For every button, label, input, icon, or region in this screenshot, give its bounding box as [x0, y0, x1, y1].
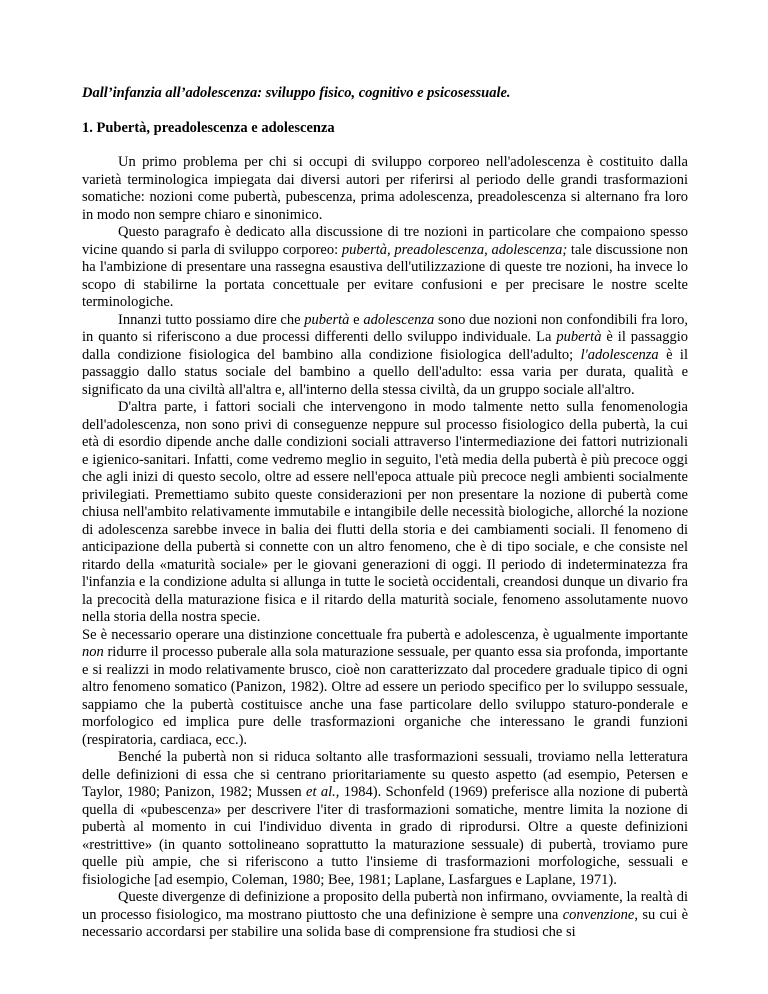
paragraph-4: D'altra parte, i fattori sociali che intervengono in modo talmente netto sulla fenomenologia dell'adolescenza, non sono privi di conseguenze neppure sul processo fisiologico della pubertà, la cui età di esordio dipende anche dalle condizioni sociali attraverso l'intermediazione dei fattori nutrizionali e igienico-sanitari. Infatti, come vedremo meglio in seguito, l'età media della pubertà è più precoce oggi che agli inizi di questo secolo, oltre ad essere nell'epoca attuale più precoce negli ambienti socialmente privilegiati. Premettiamo subito queste considerazioni per non presentare la nozione di pubertà come chiusa nell'ambito relativamente immutabile e intangibile delle necessità biologiche, allorché la nozione di adolescenza sarebbe invece in balia dei flutti della storia e dei cambiamenti sociali. Il fenomeno di anticipazione della pubertà si connette con un altro fenomeno, che è di tipo sociale, e che consiste nel ritardo della «maturità sociale» per le giovani generazioni di oggi. Il periodo di indeterminatezza fra l'infanzia e la condizione adulta si allunga in tutte le società occidentali, creandosi dunque un divario fra la precocità della maturazione fisica e il ritardo della maturità sociale, fenomeno assolutamente nuovo nella storia della nostra specie. [82, 399, 688, 625]
paragraph-3-text-b: e [349, 311, 364, 328]
paragraph-3 [82, 312, 688, 400]
paragraph-6-text-a: Benché la pubertà non si riduca soltanto alle trasformazioni sessuali, troviamo nella letteratura delle definizioni di essa che si centrano prioritariamente su questo aspetto (ad esempio, Petersen e Taylor, 1980; Panizon, 1982; Mussen [82, 749, 688, 800]
paragraph-1: Un primo problema per chi si occupi di sviluppo corporeo nell'adolescenza è costituito dalla varietà terminologica impiegata dai diversi autori per riferirsi al periodo delle grandi trasformazioni somatiche: nozioni come pubertà, pubescenza, prima adolescenza, preadolescenza si alternano fra loro in modo non sempre chiaro e sinonimico. [82, 154, 688, 223]
paragraph-2-text-a: Questo paragrafo è dedicato alla discussione di tre nozioni in particolare che compaiono spesso vicine quando si parla di sviluppo corporeo: [82, 224, 688, 258]
paragraph-3-text-c: sono due nozioni non confondibili fra loro, in quanto si riferiscono a due processi differenti dello sviluppo individuale. La [82, 311, 689, 345]
paragraph-7-emphasis: convenzione [562, 906, 635, 923]
paragraph-5-text-a: Se è necessario operare una distinzione concettuale fra pubertà e adolescenza, è ugualmente importante [82, 626, 688, 643]
paragraph-7 [82, 889, 688, 942]
paragraph-5-emphasis: non [82, 644, 104, 660]
paragraph-3-emphasis-1: pubertà [304, 311, 350, 328]
paragraph-5-text-b: ridurre il processo puberale alla sola maturazione sessuale, per quanto essa sia profonda, importante e si realizzi in modo relativamente brusco, cioè non caratterizzato dal procedere graduale tipico di ogni altro fenomeno somatico (Panizon, 1982). Oltre ad essere un periodo specifico per lo sviluppo sessuale, sappiamo che la pubertà costituisce anche una fase particolare dello sviluppo staturo-ponderale e morfologico ed implica pure delle trasformazioni organiche che interessano le grandi funzioni (respiratoria, cardiaca, ecc.). [82, 644, 688, 748]
paragraph-2-emphasis: pubertà, preadolescenza, adolescenza; [341, 241, 568, 258]
paragraph-3-text-a: Innanzi tutto possiamo dire che [118, 311, 305, 328]
paragraph-3-emphasis-3: pubertà [556, 329, 602, 345]
paragraph-6 [82, 749, 688, 889]
paragraph-3-emphasis-2: adolescenza [363, 311, 435, 328]
paragraph-3-text-d: è il passaggio dalla condizione fisiologica del bambino alla condizione fisiologica dell'adulto; [82, 329, 688, 363]
paragraph-2 [82, 224, 688, 312]
paragraph-5 [82, 627, 688, 750]
paragraph-6-emphasis: et al., [306, 784, 340, 800]
section-heading: 1. Pubertà, preadolescenza e adolescenza [82, 119, 335, 136]
paragraph-6-text-b: 1984). Schonfeld (1969) preferisce alla nozione di pubertà quella di «pubescenza» per descrivere l'iter di trasformazioni somatiche, mentre limita la nozione di pubertà al momento in cui l'individuo diventa in grado di riprodursi. Oltre a queste definizioni «restrittive» (in quanto sottolineano soprattutto la maturazione sessuale) di pubertà, troviamo pure quelle più ampie, che si riferiscono a tutto l'insieme di trasformazioni morfologiche, sessuali e fisiologiche [ad esempio, Coleman, 1980; Bee, 1981; Laplane, Lasfargues e Laplane, 1971). [82, 784, 689, 888]
paragraph-2-text-b: tale discussione non ha l'ambizione di presentare una rassegna esaustiva dell'utilizzazione di queste tre nozioni, ha invece lo scopo di stabilirne la portata concettuale per evitare confusioni e per precisare le nostre scelte terminologiche. [82, 241, 688, 310]
paragraph-7-text-b: , su cui è necessario accordarsi per stabilire una solida base di comprensione fra studiosi che si [82, 906, 689, 940]
paragraph-7-text-a: Queste divergenze di definizione a proposito della pubertà non infirmano, ovviamente, la realtà di un processo fisiologico, ma mostrano piuttosto che una definizione è sempre una [82, 889, 688, 923]
paragraph-3-emphasis-4: l'adolescenza [580, 346, 659, 363]
paragraph-3-text-e: è il passaggio dallo status sociale del bambino a quello dell'adulto: essa varia per durata, qualità e significato da una civiltà all'altra e, all'interno della stessa civiltà, da un gruppo sociale all'altro. [82, 346, 688, 398]
document-title: Dall’infanzia all’adolescenza: sviluppo fisico, cognitivo e psicosessuale. [82, 85, 511, 101]
